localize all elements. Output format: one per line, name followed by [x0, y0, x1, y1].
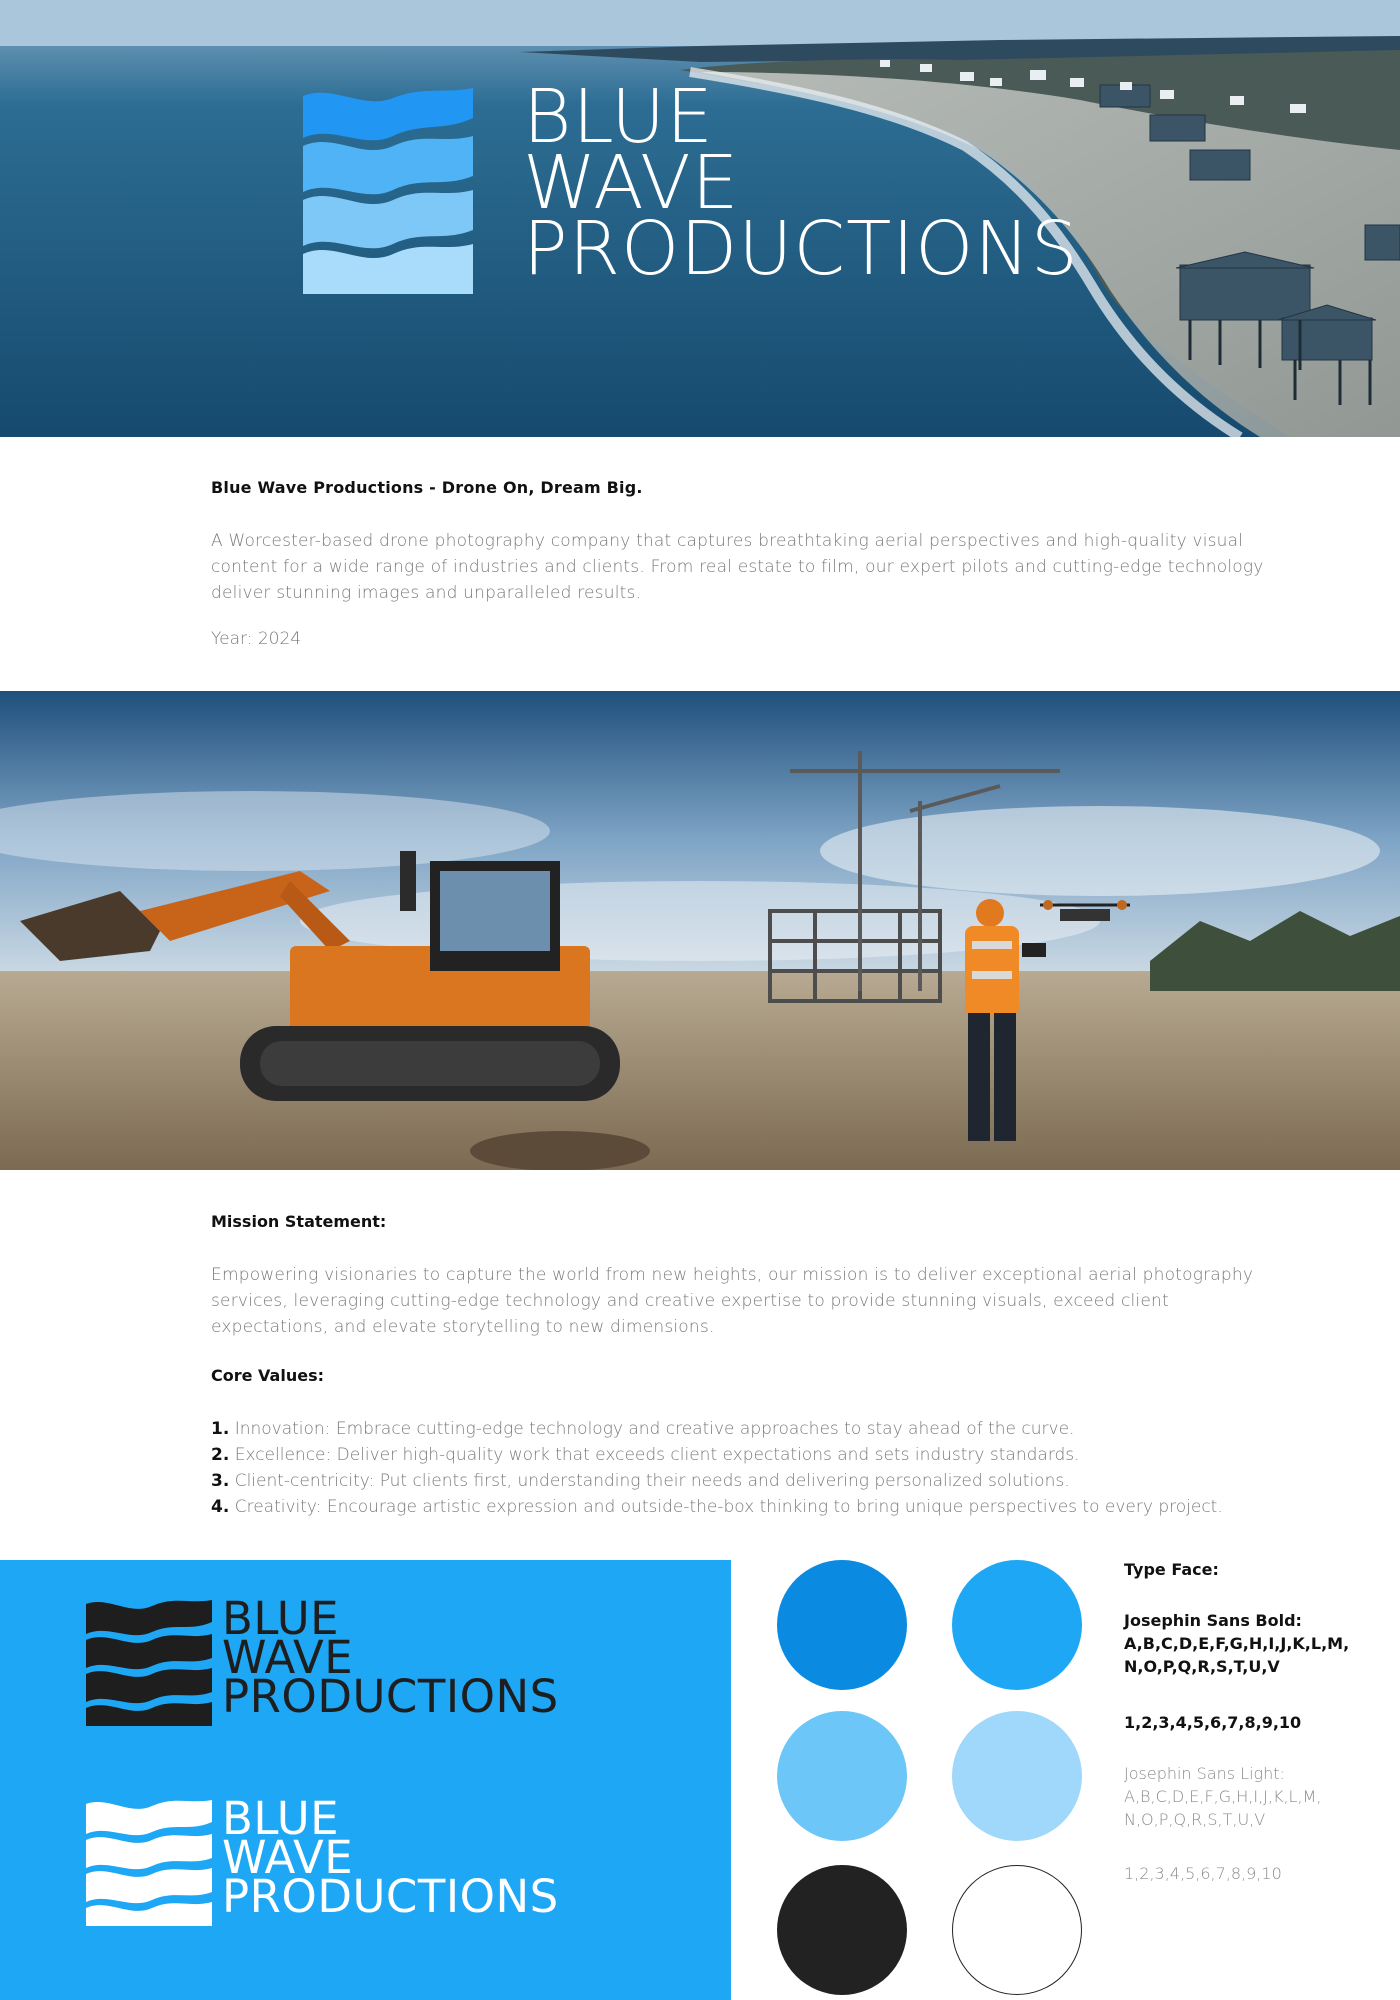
construction-scene: [0, 691, 1400, 1170]
logo-light-line-3: PRODUCTIONS: [222, 1870, 559, 1923]
core-value-number: 3.: [211, 1471, 230, 1491]
brand-line-2: WAVE: [523, 140, 740, 226]
brand-wordmark: [523, 74, 1079, 292]
typeface-bold-numbers: 1,2,3,4,5,6,7,8,9,10: [1124, 1713, 1302, 1732]
typeface-bold-alphabet: A,B,C,D,E,F,G,H,I,J,K,L,M, N,O,P,Q,R,S,T,U,V: [1124, 1634, 1350, 1676]
mission-text: Empowering visionaries to capture the world from new heights, our mission is to deliver exceptional aerial photography services, leveraging cutting-edge technology and creative expertise to provide stunning visuals, exceed client expectations, and elevate storytelling to new dimensions.: [211, 1265, 1254, 1337]
core-value-text: Client-centricity: Put clients first, understanding their needs and delivering personalized solutions.: [234, 1471, 1070, 1491]
tagline: Blue Wave Productions - Drone On, Dream Big.: [211, 478, 643, 497]
core-value-text: Creativity: Encourage artistic expression and outside-the-box thinking to bring unique perspectives to every project.: [234, 1497, 1223, 1517]
brand-line-3: PRODUCTIONS: [523, 206, 1079, 292]
typeface-bold-name: Josephin Sans Bold:: [1124, 1611, 1302, 1630]
wave-logo-icon: [303, 88, 473, 294]
core-value-text: Excellence: Deliver high-quality work that exceeds client expectations and sets industry standards.: [234, 1445, 1080, 1465]
typeface-heading: Type Face:: [1124, 1560, 1219, 1579]
logo-dark-wordmark: [222, 1592, 559, 1723]
swatch-blue-light: [777, 1711, 907, 1841]
core-values-heading: Core Values:: [211, 1366, 324, 1385]
typeface-light-name: Josephin Sans Light:: [1124, 1764, 1285, 1783]
mission-heading: Mission Statement:: [211, 1212, 387, 1231]
wave-logo-icon: [86, 1800, 212, 1926]
year-label: Year: 2024: [211, 629, 302, 649]
core-value-number: 1.: [211, 1419, 230, 1439]
logo-dark-line-2: WAVE: [222, 1631, 354, 1684]
typeface-light-alphabet: A,B,C,D,E,F,G,H,I,J,K,L,M, N,O,P,Q,R,S,T,U,V: [1124, 1787, 1322, 1829]
swatch-white: [952, 1865, 1082, 1995]
core-value-item: [211, 1468, 1223, 1494]
core-value-item: [211, 1416, 1223, 1442]
logo-dark-line-3: PRODUCTIONS: [222, 1670, 559, 1723]
logo-light-wordmark: [222, 1792, 559, 1923]
hero-banner: [0, 0, 1400, 437]
logo-light-line-1: BLUE: [222, 1792, 340, 1845]
logo-light-variant: [86, 1792, 559, 1926]
swatch-black: [777, 1865, 907, 1995]
swatch-blue: [952, 1560, 1082, 1690]
core-value-text: Innovation: Embrace cutting-edge technology and creative approaches to stay ahead of the curve.: [234, 1419, 1075, 1439]
core-value-item: [211, 1442, 1223, 1468]
logo-dark-variant: [86, 1592, 559, 1726]
wave-logo-icon: [86, 1600, 212, 1726]
logo-dark-line-1: BLUE: [222, 1592, 340, 1645]
core-value-item: [211, 1494, 1223, 1520]
core-values-list: [211, 1416, 1223, 1520]
construction-site-photo: [0, 691, 1400, 1170]
swatch-blue-pale: [952, 1711, 1082, 1841]
core-value-number: 2.: [211, 1445, 230, 1465]
core-value-number: 4.: [211, 1497, 230, 1517]
logo-light-line-2: WAVE: [222, 1831, 354, 1884]
brand-line-1: BLUE: [523, 74, 714, 160]
company-description: A Worcester-based drone photography company that captures breathtaking aerial perspectives and high-quality visual content for a wide range of industries and clients. From real estate to film, our expert pilots and cutting-edge technology deliver stunning images and unparalleled results.: [211, 531, 1264, 603]
swatch-blue-dark: [777, 1560, 907, 1690]
typeface-light-numbers: 1,2,3,4,5,6,7,8,9,10: [1124, 1864, 1282, 1883]
